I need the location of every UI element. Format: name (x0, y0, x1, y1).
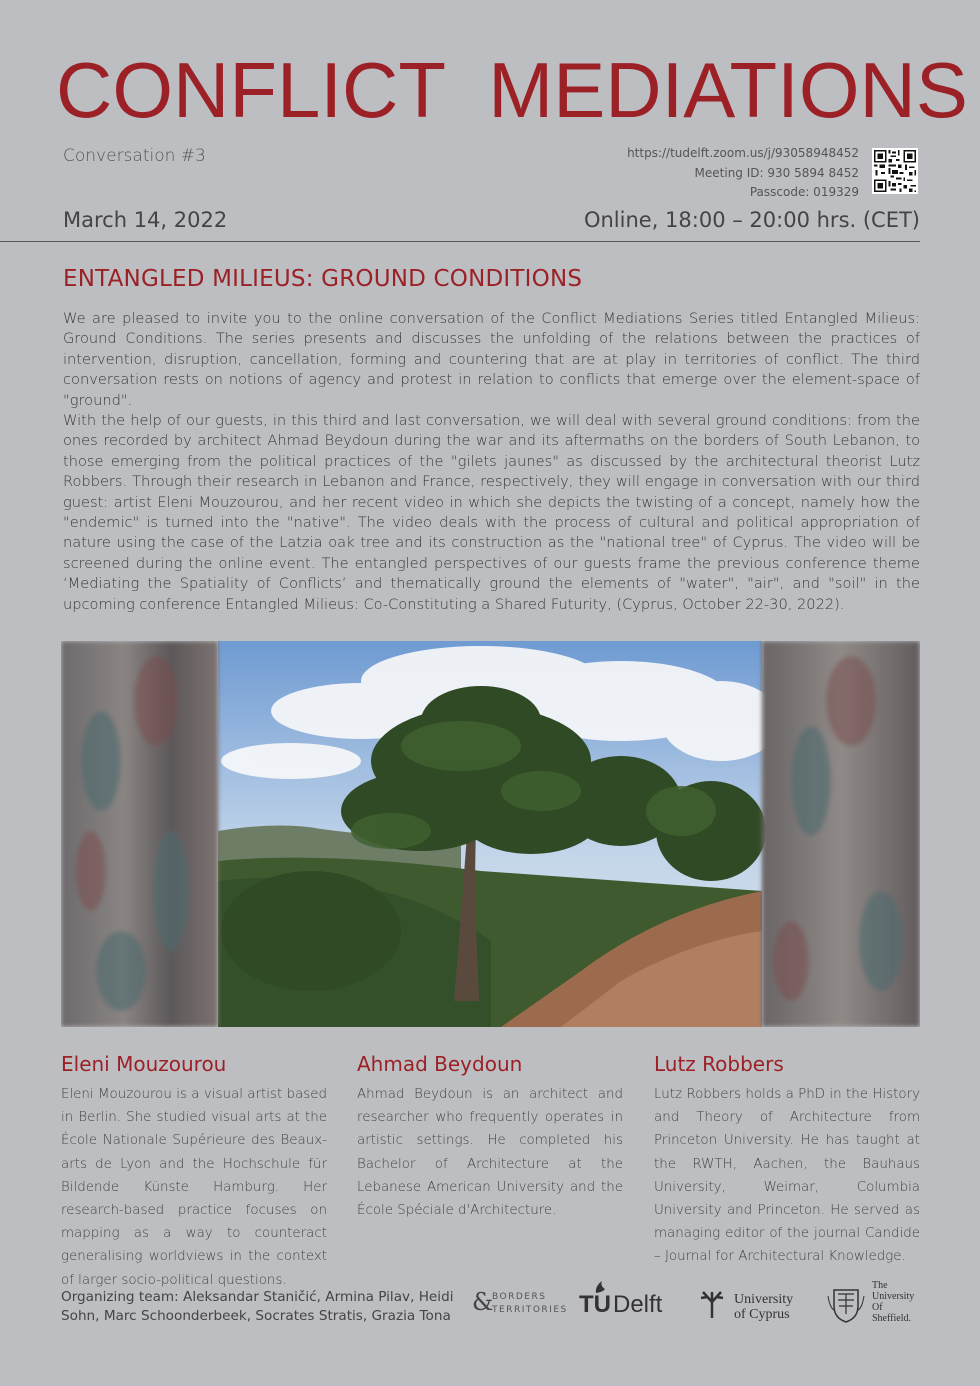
ampersand-mark: & (472, 1288, 494, 1316)
bio-name-eleni: Eleni Mouzourou (61, 1052, 227, 1076)
sheffield-crest-icon (826, 1284, 866, 1324)
tree-photo (61, 641, 920, 1027)
bio-name-ahmad: Ahmad Beydoun (357, 1052, 523, 1076)
conversation-number: Conversation #3 (63, 146, 206, 166)
delft-text: Delft (613, 1291, 663, 1318)
zoom-url[interactable]: https://tudelft.zoom.us/j/93058948452 (627, 146, 859, 160)
sheffield-text-line1: The (872, 1280, 888, 1291)
intro-paragraph-2: With the help of our guests, in this third and last conversation, we will deal with several ground conditions: from the ones recorded by architect Ahmad Beydoun during the war and its aftermaths on the borders of South Lebanon, to those emerging from the political practices of the "gilets jaunes" as discussed by the architectural theorist Lutz Robbers. Through their research in Lebanon and France, respectively, they will engage in conversation with our third guest: artist Eleni Mouzourou, and her recent video in which she depicts the twisting of a concept, namely how the "endemic" is turned into the "native". The video deals with the process of cultural and political appropriation of nature using the case of the Latzia oak tree and its construction as the "national tree" of Cyprus. The video will be screened during the online event. The entangled perspectives of our guests frame the previous conference theme ‘Mediating the Spatiality of Conflicts’ and thematically ground the elements of "water", "air", and "soil" in the upcoming conference Entangled Milieus: Co-Constituting a Shared Futurity, (Cyprus, October 22-30, 2022). (63, 412, 920, 613)
intro-text (63, 309, 920, 615)
cyprus-text-line1: University (734, 1292, 794, 1307)
intro-paragraph-1: We are pleased to invite you to the online conversation of the Conflict Mediations Series titled Entangled Milieus: Ground Conditions. The series presents and discusses the unfolding of the relations between the practices of intervention, disruption, cancellation, forming and countering that are at play in territories of conflict. The third conversation rests on notions of agency and protest in relation to conflicts that emerge over the element-space of "ground". (63, 310, 920, 409)
university-of-cyprus-logo (699, 1280, 799, 1328)
bio-text-ahmad: Ahmad Beydoun is an architect and researcher who frequently operates in artistic settings. He completed his Bachelor of Architecture at the Lebanese American University and the École Spéciale d'Architecture. (357, 1087, 623, 1219)
bio-text-lutz: Lutz Robbers holds a PhD in the History and Theory of Architecture from Princeton University. He has taught at the RWTH, Aachen, the Bauhaus University, Weimar, Columbia University and Princeton. He served as managing editor of the journal Candide – Journal for Architectural Knowledge. (654, 1087, 920, 1265)
event-time: Online, 18:00 – 20:00 hrs. (CET) (583, 208, 920, 232)
cyprus-emblem-icon (699, 1288, 725, 1318)
qr-code-icon (872, 148, 918, 194)
cyprus-text-line2: of Cyprus (734, 1307, 790, 1322)
sheffield-text-line3: Of (872, 1302, 883, 1313)
event-date: March 14, 2022 (63, 208, 228, 232)
borders-territories-logo (472, 1280, 568, 1328)
borders-text: BORDERS (492, 1292, 547, 1302)
passcode: Passcode: 019329 (749, 185, 859, 199)
bio-text-eleni: Eleni Mouzourou is a visual artist based in Berlin. She studied visual arts at the École Nationale Supérieure des Beaux-arts de Lyon and the Hochschule für Bildende Künste Hamburg. Her research-based practice focuses on mapping as a way to counteract generalising worldviews in the context of larger socio-political questions. (61, 1087, 327, 1288)
territories-text: TERRITORIES (492, 1305, 568, 1315)
sheffield-text-line4: Sheffield. (872, 1313, 911, 1324)
tu-text: TU (579, 1291, 611, 1318)
header-divider (0, 241, 920, 242)
tudelft-logo (579, 1280, 674, 1328)
poster-title: CONFLICT MEDIATIONS (56, 46, 968, 134)
organizing-team: Organizing team: Aleksandar Staničić, Armina Pilav, Heidi Sohn, Marc Schoonderbeek, Socrates Stratis, Grazia Tona (61, 1289, 454, 1324)
zoom-info (627, 144, 859, 203)
section-title: ENTANGLED MILIEUS: GROUND CONDITIONS (63, 266, 583, 292)
sheffield-text-line2: University (872, 1291, 915, 1302)
bio-name-lutz: Lutz Robbers (654, 1052, 784, 1076)
meeting-id: Meeting ID: 930 5894 8452 (694, 165, 859, 180)
university-of-sheffield-logo (826, 1280, 926, 1328)
